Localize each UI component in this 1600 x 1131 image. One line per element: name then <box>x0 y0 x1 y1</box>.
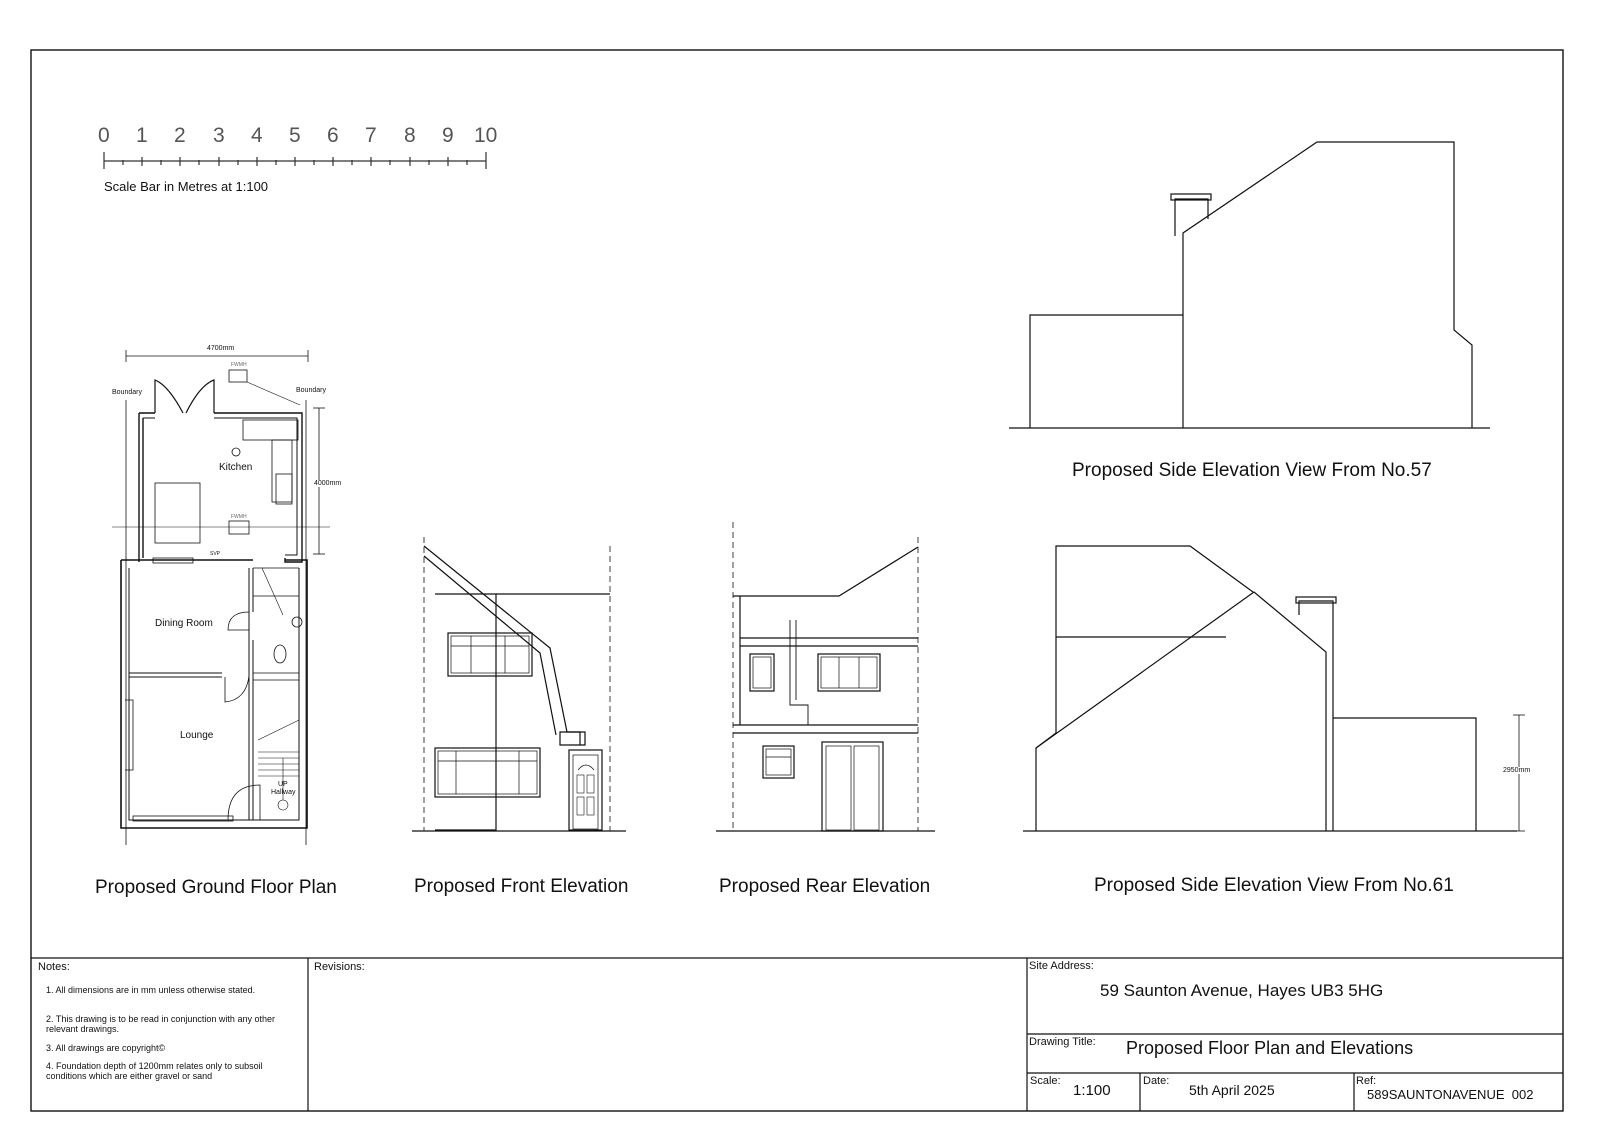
scale-tick-0: 0 <box>98 124 110 147</box>
ref-heading: Ref: <box>1356 1075 1377 1087</box>
scale-tick-8: 8 <box>404 124 416 147</box>
scale-bar-caption: Scale Bar in Metres at 1:100 <box>104 179 269 194</box>
note-4: 4. Foundation depth of 1200mm relates only to subsoil conditions which are either gravel or sand <box>46 1061 263 1081</box>
site-address-heading: Site Address: <box>1029 960 1094 972</box>
date-heading: Date: <box>1143 1075 1170 1087</box>
ref-value: 589SAUNTONAVENUE 002 <box>1367 1087 1534 1102</box>
scale-tick-1: 1 <box>136 124 148 147</box>
scale-tick-3: 3 <box>213 124 225 147</box>
scale-value: 1:100 <box>1073 1082 1111 1099</box>
side-elevation-57-title: Proposed Side Elevation View From No.57 <box>1072 460 1432 481</box>
plan-depth-dimension: 4000mm <box>314 480 342 487</box>
date-value: 5th April 2025 <box>1189 1082 1275 1098</box>
scale-tick-4: 4 <box>251 124 263 147</box>
scale-heading: Scale: <box>1030 1075 1061 1087</box>
side-61-height-dimension: 2950mm <box>1503 767 1531 774</box>
svp-label: SVP <box>210 551 221 557</box>
ground-floor-plan <box>112 350 330 845</box>
scale-tick-7: 7 <box>365 124 377 147</box>
dining-room-label: Dining Room <box>155 618 213 629</box>
scale-tick-6: 6 <box>327 124 339 147</box>
fwmh-top-label: FWMH <box>231 362 247 368</box>
kitchen-label: Kitchen <box>219 462 253 473</box>
hallway-label: Hallway <box>271 789 296 796</box>
scale-bar <box>104 152 486 169</box>
rear-elevation-title: Proposed Rear Elevation <box>719 876 931 897</box>
note-3: 3. All drawings are copyright© <box>46 1043 166 1053</box>
front-elevation <box>412 537 626 831</box>
ground-floor-plan-title: Proposed Ground Floor Plan <box>95 877 337 898</box>
side-elevation-57 <box>1009 142 1490 428</box>
drawing-title-heading: Drawing Title: <box>1029 1036 1096 1048</box>
site-address-value: 59 Saunton Avenue, Hayes UB3 5HG <box>1100 981 1384 1000</box>
scale-tick-10: 10 <box>474 124 498 147</box>
plan-width-dimension: 4700mm <box>207 345 235 352</box>
lounge-label: Lounge <box>180 730 214 741</box>
note-2: 2. This drawing is to be read in conjunction with any other relevant drawings. <box>46 1014 275 1034</box>
notes-heading: Notes: <box>38 961 70 973</box>
scale-tick-9: 9 <box>442 124 454 147</box>
sheet-border <box>31 50 1563 1111</box>
note-1: 1. All dimensions are in mm unless otherwise stated. <box>46 985 256 995</box>
side-elevation-61-title: Proposed Side Elevation View From No.61 <box>1094 875 1454 896</box>
rear-elevation <box>716 522 935 831</box>
side-elevation-61 <box>1023 546 1525 831</box>
drawing-title-value: Proposed Floor Plan and Elevations <box>1126 1038 1414 1058</box>
stairs-up-label: UP <box>278 781 288 788</box>
front-elevation-title: Proposed Front Elevation <box>414 876 629 897</box>
scale-tick-2: 2 <box>174 124 186 147</box>
scale-tick-5: 5 <box>289 124 301 147</box>
boundary-left-label: Boundary <box>112 389 142 396</box>
revisions-heading: Revisions: <box>314 961 365 973</box>
fwmh-mid-label: FWMH <box>231 514 247 520</box>
boundary-right-label: Boundary <box>296 387 326 394</box>
